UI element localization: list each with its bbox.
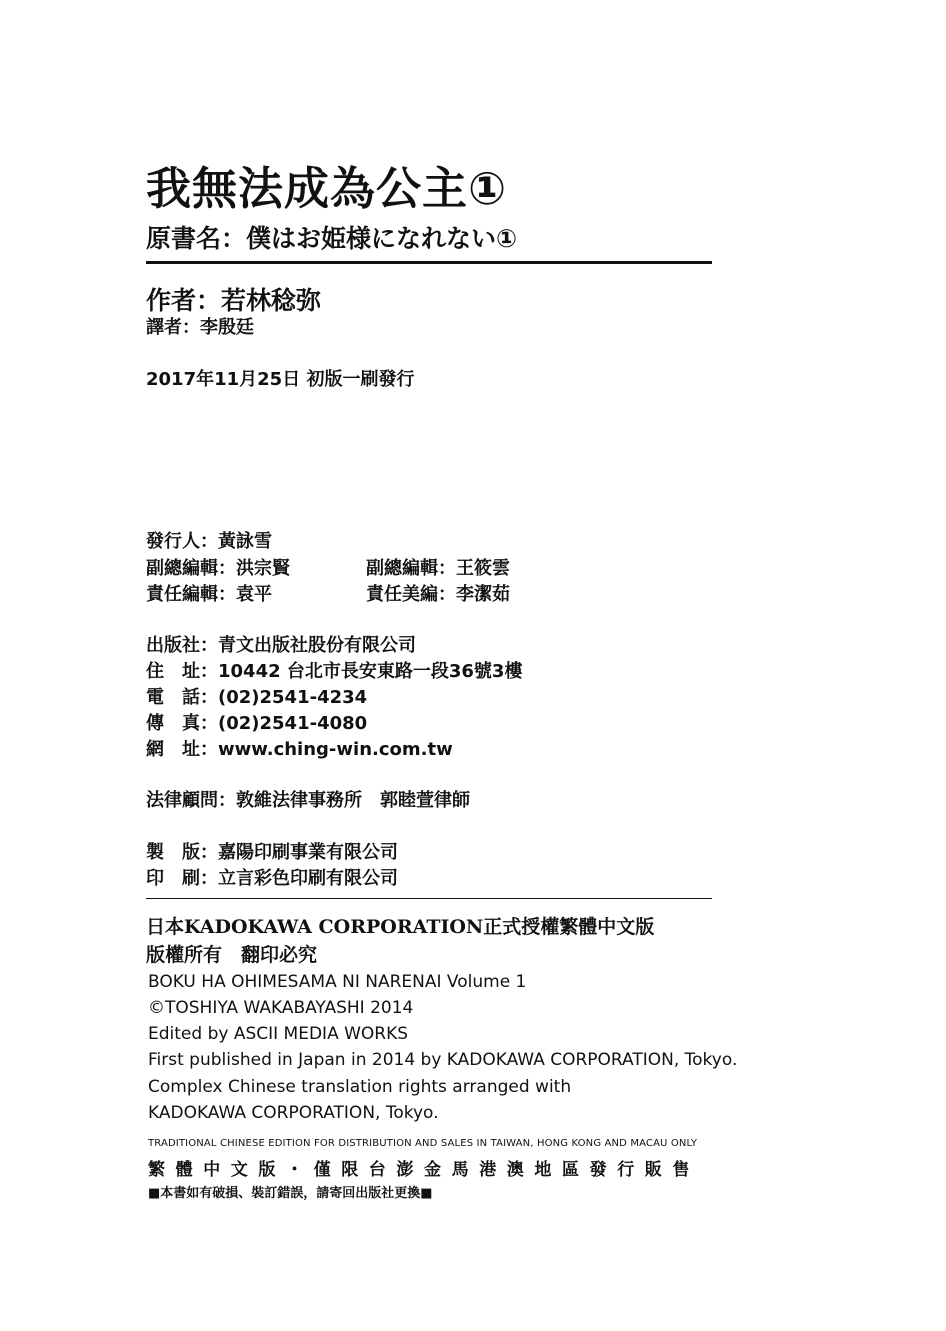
deputy-editor-2: 副總編輯：王筱雲 (366, 558, 510, 579)
english-line: First published in Japan in 2014 by KADOKAWA CORPORATION, Tokyo. (148, 1050, 738, 1070)
responsible-art-editor: 責任美編：李潔茹 (366, 584, 510, 605)
printing: 印 刷：立言彩色印刷有限公司 (146, 868, 398, 889)
english-line: Edited by ASCII MEDIA WORKS (148, 1024, 409, 1044)
distribution-notice-en: TRADITIONAL CHINESE EDITION FOR DISTRIBUTION AND SALES IN TAIWAN, HONG KONG AND MACAU ONLY (148, 1138, 698, 1149)
license-divider (146, 898, 712, 899)
original-title: 原書名：僕はお姫様になれない① (146, 224, 518, 253)
publication-date: 2017年11月25日 初版一刷發行 (146, 369, 415, 390)
license-statement: 日本KADOKAWA CORPORATION正式授權繁體中文版 (146, 916, 655, 938)
legal-counsel: 法律顧問：敦維法律事務所 郭睦萱律師 (146, 790, 470, 811)
publisher-company: 出版社：青文出版社股份有限公司 (146, 635, 416, 656)
copyright-statement: 版權所有 翻印必究 (146, 944, 318, 966)
damage-notice: ■本書如有破損、裝訂錯誤，請寄回出版社更換■ (148, 1186, 433, 1201)
responsible-editor: 責任編輯：袁平 (146, 584, 272, 605)
english-line: ©TOSHIYA WAKABAYASHI 2014 (148, 998, 414, 1018)
deputy-editor-1: 副總編輯：洪宗賢 (146, 558, 290, 579)
fax: 傳 真：(02)2541-4080 (146, 713, 368, 734)
publisher-person: 發行人：黃詠雪 (146, 531, 272, 552)
english-line: BOKU HA OHIMESAMA NI NARENAI Volume 1 (148, 972, 527, 992)
plate-making: 製 版：嘉陽印刷事業有限公司 (146, 842, 398, 863)
english-line: Complex Chinese translation rights arranged with (148, 1077, 572, 1097)
author-line: 作者：若林稔弥 (146, 286, 322, 315)
distribution-notice-zh: 繁體中文版・僅限台澎金馬港澳地區發行販售 (148, 1160, 700, 1180)
phone: 電 話：(02)2541-4234 (146, 687, 368, 708)
address: 住 址：10442 台北市長安東路一段36號3樓 (146, 661, 523, 682)
english-line: KADOKAWA CORPORATION, Tokyo. (148, 1103, 439, 1123)
translator-line: 譯者：李殷廷 (146, 317, 254, 338)
book-title: 我無法成為公主① (146, 162, 508, 215)
website: 網 址：www.ching-win.com.tw (146, 739, 453, 760)
title-divider (146, 261, 712, 264)
